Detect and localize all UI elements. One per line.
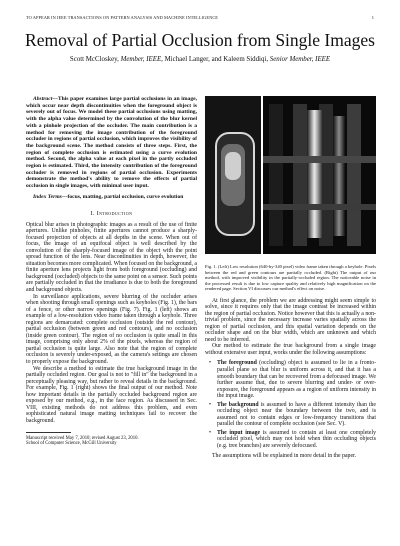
running-head: TO APPEAR IN IEEE TRANSACTIONS ON PATTERN ANALYSIS AND MACHINE INTELLIGENCE [26,15,219,20]
left-column [26,96,197,447]
author-2-name: Michael Langer, and Kaleem Siddiqi, [164,56,269,63]
scene-bar [263,204,376,210]
scene-band [269,104,283,246]
abstract [26,96,197,190]
assumption-text: is assumed to contain at least one completely occluded pixel, which may not hold when thin occluding objects (e.g. tree branches) are severely defocused. [217,429,376,449]
assumption-text: is assumed to have a different intensity than the occluding object near the boundary between the two, and is assumed not to contain edges or low-frequency transitions that parallel the contour of complete occlusion (see Sec. V). [217,401,376,428]
assumption-lead: The background [217,401,259,408]
author-2-role: Senior Member, IEEE [269,56,331,63]
author-line [0,56,400,63]
assumption-item [205,430,376,450]
assumption-list [205,360,376,449]
scene-band [293,104,307,246]
figure-1-left-image [205,96,261,254]
scene-highlight [307,110,323,238]
right-paragraph-2: Our method to estimate the true background from a single image without extensive user input, works under the following assumptions: [205,343,376,356]
intro-paragraph-2: In surveillance applications, severe blurring of the occluder arises when shooting through small openings such as keyholes (Fig. 1), the bars of a fence, or other narrow openings (Fig. 7). Fig. 1 (left) shows an example of a low-resolution video frame taken through a keyhole. Three regions are demarcated: complete occlusion (outside the red contour), partial occlusion (between green and red contours), and no occlusion (inside green contour). The region of no occlusion is quite small in this image, comprising only about 2% of the pixels, whereas the region of partial occlusion is quite large. Also note that the region of complete occlusion is severely under-exposed, as the camera's settings are chosen to properly expose the background. [26,293,197,366]
right-paragraph-1: At first glance, the problem we are addressing might seem simple to solve, since it requires only that the image contrast be increased within the region of partial occlusion. Notice however that this is actually a non-trivial problem, since the necessary increase varies spatially across the region of partial occlusion, and this spatial variation depends on the occluder shape and on the blur width, which are unknown and which need to be inferred. [205,297,376,343]
abstract-text: —This paper examines large partial occlusions in an image, which occur near depth discontinuities when the foreground object is severely out of focus. We model these partial occlusions using matting, with the alpha value determined by the convolution of the blur kernel with a pinhole projection of the occluder. The main contribution is a method for removing the image contribution of the foreground occluder in regions of partial occlusion, which improves the visibility of the background scene. The method consists of three steps. First, the region of complete occlusion is estimated using a curve evolution method. Second, the alpha value at each pixel in the partly occluded region is estimated. Third, the intensity contribution of the foreground occluder is removed in regions of partial occlusion. Experiments demonstrate the method's ability to remove the effects of partial occlusion in single images, with minimal user input. [26,96,197,190]
footnote [26,436,197,447]
assumption-item [205,360,376,399]
assumption-text: (occluding) object is assumed to lie in a fronto-parallel plane so that blur is uniform across it, and that it has a smooth boundary that can be recovered from a defocused image. We further assume that, due to severe blurring and under- or over-exposure, the foreground appears as a region of uniform intensity in the input image. [217,360,376,400]
footnote-manuscript: Manuscript received May 7, 2010; revised August 23, 2010. [26,435,139,441]
introduction-body [26,222,197,425]
scene-bar [263,156,376,163]
paper-title: Removal of Partial Occlusion from Single Images [25,30,375,50]
figure-1 [205,96,376,264]
footnote-rule [26,432,71,433]
scene-band [347,104,361,246]
assumption-lead: The foreground [217,360,257,367]
closing-body [205,453,376,460]
figure-1-caption: Fig. 1. (Left) Low resolution (640-by-340 pixel) video frame taken through a keyhole. Pixels between the red and green contours are partially occluded. (Right) The output of our method, with improved visibility in the partially-occluded region. The noticeable noise in the processed result is due to low capture quality and relatively high magnification on the rendered page. Section VI discusses our method's effect on noise. [205,264,376,291]
author-1-name: Scott McCloskey, [69,56,119,63]
scene-highlight [333,116,345,236]
index-terms [26,194,197,201]
figure-1-right-image [263,96,376,254]
assumption-lead: The input image [217,429,261,436]
closing-paragraph: The assumptions will be explained in more detail in the paper. [212,452,357,459]
author-1-role: Member, IEEE, [120,56,163,63]
abstract-lead: Abstract [33,96,53,102]
footnote-affiliation: School of Computer Science, McGill University [26,441,117,447]
index-terms-lead: Index Terms [33,193,62,200]
section-heading-introduction: I. Introduction [90,210,133,217]
right-column [205,96,376,459]
keyhole-light [225,152,241,180]
assumption-item [205,402,376,428]
intro-paragraph-3: We describe a method to estimate the true background image in the partially occluded region. Our goal is not to "fill in" the background in a perceptually pleasing way, but rather to reveal details in the background. For example, Fig. 1 (right) shows the final output of our method. Note how important details in the partially occluded background region are exposed by our method, e.g., in the face region. As discussed in Sec. VIII, existing methods do not address this problem, and even sophisticated natural image matting techniques fail to recover the background. [26,365,197,424]
index-terms-text: —focus, matting, partial occlusion, curve evolution [61,193,184,200]
intro-paragraph-1: Optical blur arises in photographic images as a result of the use of finite apertures. Unlike pinholes, finite apertures cannot produce a sharply-focused projection of objects at all depths in the scene. When out of focus, the image of an equifocal object is well described by the convolution of the sharply-focused image of the object with the point spread function of the lens. Near discontinuities in depth, however, the situation becomes more complicated. When focused on the background, a finite aperture lens projects light from both foreground (occluding) and background (occluded) objects to the same point on a sensor. Such points are partially occluded in that the irradiance is due to both the foreground and background objects. [26,221,198,294]
right-body [205,298,376,357]
page-number: 1 [371,15,374,20]
